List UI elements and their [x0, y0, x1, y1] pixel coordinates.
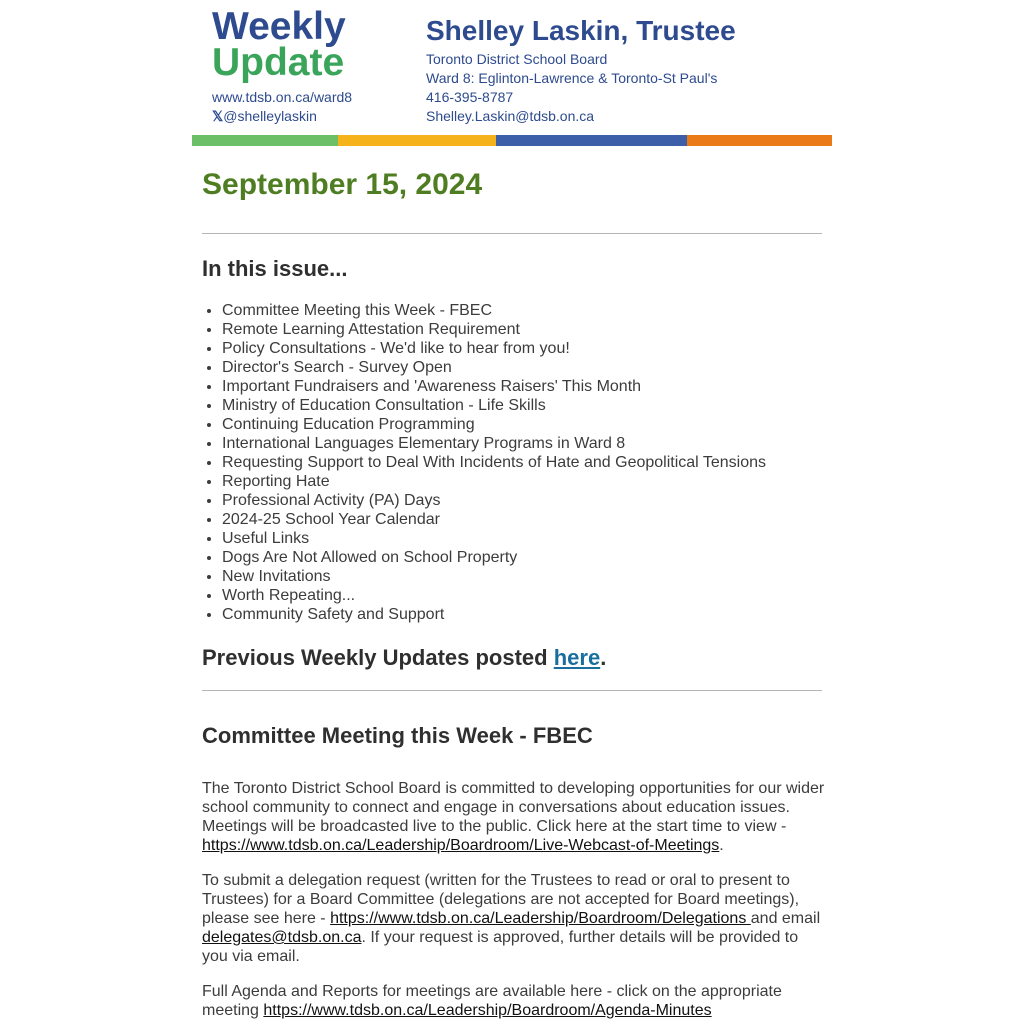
delegations-link[interactable]: https://www.tdsb.on.ca/Leadership/Boardroom/Delegations [330, 910, 751, 927]
paragraph-agenda [202, 982, 827, 1020]
phone-number: 416-395-8787 [426, 89, 514, 105]
paragraph-text: Full Agenda and Reports for meetings are available here - click on the appropriate meeting [202, 983, 782, 1019]
list-item[interactable]: • Important Fundraisers and 'Awareness Raisers' This Month [222, 377, 766, 396]
paragraph-delegations [202, 871, 827, 966]
twitter-link[interactable] [212, 107, 317, 125]
logo-weekly: Weekly [212, 5, 346, 48]
color-bar-yellow [338, 135, 496, 146]
paragraph-text: . If your request is approved, further details will be provided to you via email. [202, 929, 799, 965]
list-item[interactable]: • Worth Repeating... [222, 586, 766, 605]
newsletter [192, 0, 832, 1019]
list-item[interactable]: • Policy Consultations - We'd like to hear from you! [222, 339, 766, 358]
list-item[interactable]: • New Invitations [222, 567, 766, 586]
in-this-issue-heading: In this issue... [202, 256, 348, 281]
list-item[interactable]: • International Languages Elementary Programs in Ward 8 [222, 434, 766, 453]
trustee-name: Shelley Laskin, Trustee [426, 15, 736, 46]
color-bar-blue [496, 135, 687, 146]
divider [202, 690, 822, 691]
paragraph-text: The Toronto District School Board is committed to developing opportunities for our wider school community to connect and engage in conversations about education issues. Meetings will be broadcasted live to the public. Click here at the start time to view - [202, 780, 825, 835]
previous-updates-link[interactable]: here [553, 645, 601, 670]
list-item[interactable]: • Community Safety and Support [222, 605, 766, 624]
list-item[interactable]: • Ministry of Education Consultation - Life Skills [222, 396, 766, 415]
previous-updates-text: Previous Weekly Updates posted [202, 645, 554, 670]
agenda-minutes-link[interactable]: https://www.tdsb.on.ca/Leadership/Boardroom/Agenda-Minutes [263, 1002, 712, 1019]
delegates-email-link[interactable]: delegates@tdsb.on.ca [202, 929, 362, 946]
newsletter-header [192, 0, 832, 135]
list-item[interactable]: • Dogs Are Not Allowed on School Property [222, 548, 766, 567]
paragraph-webcast [202, 779, 827, 855]
list-item[interactable]: • Director's Search - Survey Open [222, 358, 766, 377]
paragraph-text: To submit a delegation request (written for the Trustees to read or oral to present to Trustees) for a Board Committee (delegations are not accepted for Board meetings), please see here - [202, 872, 800, 927]
list-item[interactable]: • Committee Meeting this Week - FBEC [222, 301, 766, 320]
list-item[interactable]: • Continuing Education Programming [222, 415, 766, 434]
list-item[interactable]: • Professional Activity (PA) Days [222, 491, 766, 510]
list-item[interactable]: • Remote Learning Attestation Requirement [222, 320, 766, 339]
paragraph-text: . [719, 837, 724, 854]
list-item[interactable]: • 2024-25 School Year Calendar [222, 510, 766, 529]
previous-updates-heading [202, 644, 606, 672]
logo-update: Update [212, 41, 345, 84]
board-name: Toronto District School Board [426, 51, 608, 67]
color-bar-green [192, 135, 338, 146]
paragraph-text: and email [750, 910, 821, 927]
issue-list [202, 301, 766, 624]
section-heading-fbec: Committee Meeting this Week - FBEC [202, 723, 593, 748]
list-item[interactable]: • Useful Links [222, 529, 766, 548]
list-item[interactable]: • Reporting Hate [222, 472, 766, 491]
ward-name: Ward 8: Eglinton-Lawrence & Toronto-St Paul's [426, 70, 718, 86]
x-logo-icon: 𝕏 [212, 108, 224, 124]
website-link[interactable]: www.tdsb.on.ca/ward8 [212, 89, 353, 105]
previous-updates-period: . [600, 645, 607, 670]
webcast-link[interactable]: https://www.tdsb.on.ca/Leadership/Boardroom/Live-Webcast-of-Meetings [202, 837, 720, 854]
twitter-handle: @shelleylaskin [223, 108, 317, 124]
divider [202, 233, 822, 234]
list-item[interactable]: • Requesting Support to Deal With Incidents of Hate and Geopolitical Tensions [222, 453, 766, 472]
issue-date: September 15, 2024 [202, 168, 483, 201]
email-link[interactable]: Shelley.Laskin@tdsb.on.ca [426, 108, 595, 124]
color-bar-orange [687, 135, 832, 146]
